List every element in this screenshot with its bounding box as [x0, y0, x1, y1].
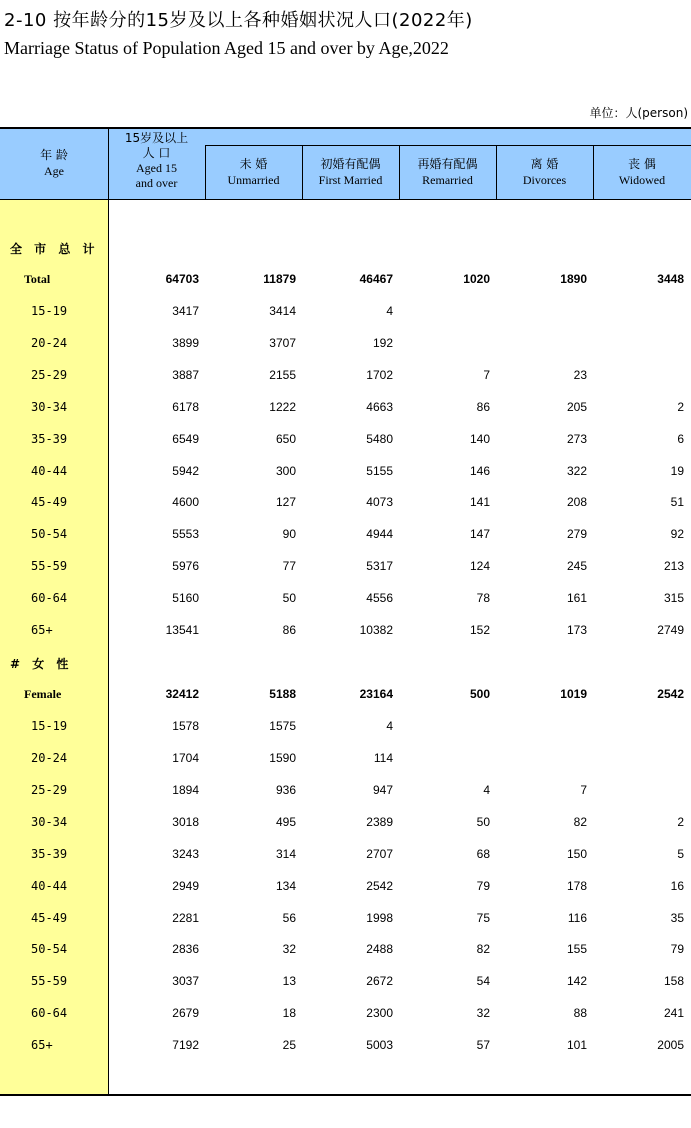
row-value-cell: 140	[469, 431, 490, 446]
row-value-cell: 152	[469, 623, 490, 638]
row-value-cell: 5003	[366, 1038, 393, 1053]
row-value-cell: 68	[476, 846, 490, 861]
header-total-en-1: Aged 15	[136, 161, 177, 175]
row-value-cell: 2672	[366, 974, 393, 989]
table-row	[0, 527, 691, 547]
row-value-cell: 86	[282, 623, 296, 638]
row-age-label: 65+	[31, 1038, 53, 1053]
row-age-label: 45-49	[31, 495, 68, 510]
row-value-cell: 2	[677, 814, 684, 829]
row-value-cell: 936	[275, 782, 296, 797]
row-value-cell: 4556	[366, 591, 393, 606]
row-value-cell: 4	[386, 718, 393, 733]
row-age-label: 50-54	[31, 942, 68, 957]
row-age-label: 45-49	[31, 910, 68, 925]
row-value-cell: 10382	[359, 623, 393, 638]
row-age-label: 20-24	[31, 335, 68, 350]
row-value-cell: 2005	[657, 1038, 684, 1053]
header-first-married	[302, 156, 399, 188]
table-row	[0, 1006, 691, 1026]
row-age-label: 30-34	[31, 399, 68, 414]
row-value-cell: 1578	[172, 718, 199, 733]
row-age-label: 35-39	[31, 431, 68, 446]
row-age-label: 40-44	[31, 463, 68, 478]
row-value-cell: 2679	[172, 1006, 199, 1021]
row-value-cell: 82	[476, 942, 490, 957]
row-age-label: Female	[24, 687, 62, 702]
row-value-cell: 2281	[172, 910, 199, 925]
row-value-cell: 5160	[172, 591, 199, 606]
row-age-label: 40-44	[31, 878, 68, 893]
row-value-cell: 4600	[172, 495, 199, 510]
row-age-label: 15-19	[31, 303, 68, 318]
row-value-cell: 1575	[269, 718, 296, 733]
row-value-cell: 1019	[560, 687, 587, 702]
row-value-cell: 1020	[463, 271, 490, 286]
row-value-cell: 155	[566, 942, 587, 957]
row-value-cell: 141	[469, 495, 490, 510]
row-value-cell: 300	[275, 463, 296, 478]
row-value-cell: 51	[670, 495, 684, 510]
row-value-cell: 314	[275, 846, 296, 861]
header-remarried-cn: 再婚有配偶	[417, 157, 478, 171]
row-value-cell: 92	[670, 527, 684, 542]
row-value-cell: 54	[476, 974, 490, 989]
row-value-cell: 2488	[366, 942, 393, 957]
row-value-cell: 241	[663, 1006, 684, 1021]
row-age-label: 35-39	[31, 846, 68, 861]
row-value-cell: 5317	[366, 559, 393, 574]
row-age-label: 15-19	[31, 718, 68, 733]
row-value-cell: 6178	[172, 399, 199, 414]
table-row	[0, 815, 691, 835]
header-total	[108, 131, 205, 191]
table-title-english: Marriage Status of Population Aged 15 and over by Age,2022	[4, 38, 449, 58]
table-row	[0, 591, 691, 611]
row-value-cell: 150	[566, 846, 587, 861]
header-widowed-cn: 丧 偶	[628, 157, 656, 171]
header-divorces-cn: 离 婚	[530, 157, 559, 171]
row-value-cell: 208	[566, 495, 587, 510]
row-value-cell: 2389	[366, 814, 393, 829]
row-age-label: 25-29	[31, 367, 68, 382]
row-value-cell: 79	[476, 878, 490, 893]
table-row	[0, 911, 691, 931]
row-value-cell: 178	[566, 878, 587, 893]
row-value-cell: 64703	[165, 271, 199, 286]
row-value-cell: 7192	[172, 1038, 199, 1053]
row-value-cell: 46467	[359, 271, 393, 286]
table-row	[0, 942, 691, 962]
row-age-label: 55-59	[31, 559, 68, 574]
row-value-cell: 4944	[366, 527, 393, 542]
header-age-en: Age	[44, 164, 64, 178]
row-value-cell: 2749	[657, 623, 684, 638]
table-title-chinese: 2-10 按年龄分的15岁及以上各种婚姻状况人口(2022年)	[4, 10, 473, 31]
table-row	[0, 783, 691, 803]
row-value-cell: 114	[373, 750, 393, 765]
table-row	[0, 623, 691, 643]
row-value-cell: 56	[282, 910, 296, 925]
row-value-cell: 245	[566, 559, 587, 574]
table-row	[0, 687, 691, 707]
row-value-cell: 2707	[366, 846, 393, 861]
row-age-label: 全 市 总 计	[10, 242, 99, 256]
table-row	[0, 719, 691, 739]
row-value-cell: 5188	[269, 687, 296, 702]
row-value-cell: 947	[372, 782, 393, 797]
row-value-cell: 3448	[657, 271, 684, 286]
row-value-cell: 101	[566, 1038, 587, 1053]
row-value-cell: 78	[476, 591, 490, 606]
row-value-cell: 3414	[269, 303, 296, 318]
row-value-cell: 13	[282, 974, 296, 989]
table-row	[0, 1038, 691, 1058]
row-value-cell: 6	[677, 431, 684, 446]
row-value-cell: 322	[566, 463, 587, 478]
row-value-cell: 2155	[269, 367, 296, 382]
row-age-label: 55-59	[31, 974, 68, 989]
row-age-label: 65+	[31, 623, 53, 638]
row-value-cell: 205	[566, 399, 587, 414]
header-unmarried-cn: 未 婚	[239, 157, 268, 171]
row-value-cell: 1222	[269, 399, 296, 414]
row-value-cell: 86	[476, 399, 490, 414]
header-first-married-cn: 初婚有配偶	[320, 157, 381, 171]
header-subrule	[205, 145, 691, 146]
row-value-cell: 82	[573, 814, 587, 829]
row-value-cell: 650	[275, 431, 296, 446]
table-row	[0, 304, 691, 324]
row-value-cell: 6549	[172, 431, 199, 446]
table-row	[0, 559, 691, 579]
table-row	[0, 272, 691, 292]
row-age-label: # 女 性	[10, 657, 73, 672]
row-value-cell: 146	[469, 463, 490, 478]
row-value-cell: 5553	[172, 527, 199, 542]
row-value-cell: 32	[282, 942, 296, 957]
row-value-cell: 1590	[269, 750, 296, 765]
header-total-cn-1: 15岁及以上	[124, 131, 189, 145]
row-value-cell: 3243	[172, 846, 199, 861]
row-value-cell: 3899	[172, 335, 199, 350]
header-widowed	[593, 156, 691, 188]
row-value-cell: 25	[282, 1038, 296, 1053]
row-value-cell: 1894	[172, 782, 199, 797]
header-first-married-en: First Married	[318, 173, 383, 187]
row-value-cell: 279	[566, 527, 587, 542]
row-value-cell: 50	[282, 591, 296, 606]
row-value-cell: 2300	[366, 1006, 393, 1021]
row-value-cell: 4663	[366, 399, 393, 414]
table-row	[0, 336, 691, 356]
row-age-label: 50-54	[31, 527, 68, 542]
row-value-cell: 1702	[366, 367, 393, 382]
row-value-cell: 7	[483, 367, 490, 382]
row-value-cell: 88	[573, 1006, 587, 1021]
row-value-cell: 495	[275, 814, 296, 829]
row-value-cell: 3707	[269, 335, 296, 350]
header-total-en-2: and over	[135, 176, 178, 190]
table-row	[0, 655, 691, 675]
table-row	[0, 974, 691, 994]
table-row	[0, 432, 691, 452]
row-age-label: 20-24	[31, 750, 68, 765]
row-value-cell: 4073	[366, 495, 393, 510]
row-value-cell: 127	[275, 495, 296, 510]
row-value-cell: 124	[469, 559, 490, 574]
row-value-cell: 75	[476, 910, 490, 925]
table-bottom-rule	[0, 1094, 691, 1096]
row-value-cell: 500	[469, 687, 490, 702]
row-value-cell: 161	[566, 591, 587, 606]
row-value-cell: 79	[670, 942, 684, 957]
row-value-cell: 173	[566, 623, 587, 638]
header-remarried-en: Remarried	[422, 173, 473, 187]
row-age-label: 60-64	[31, 591, 68, 606]
header-total-cn-2: 人 口	[142, 146, 171, 160]
row-value-cell: 7	[580, 782, 587, 797]
row-value-cell: 32	[476, 1006, 490, 1021]
row-age-label: 25-29	[31, 782, 68, 797]
table-row	[0, 495, 691, 515]
row-value-cell: 3417	[172, 303, 199, 318]
row-value-cell: 3887	[172, 367, 199, 382]
table-row	[0, 879, 691, 899]
row-value-cell: 90	[282, 527, 296, 542]
table-row	[0, 847, 691, 867]
row-value-cell: 5480	[366, 431, 393, 446]
row-value-cell: 2	[677, 399, 684, 414]
row-value-cell: 192	[372, 335, 393, 350]
header-divorces-en: Divorces	[522, 173, 567, 187]
header-widowed-en: Widowed	[618, 173, 666, 187]
row-value-cell: 2542	[366, 878, 393, 893]
row-value-cell: 23	[573, 367, 587, 382]
table-row	[0, 751, 691, 771]
row-value-cell: 4	[386, 303, 393, 318]
row-value-cell: 116	[567, 910, 587, 925]
row-value-cell: 5	[677, 846, 684, 861]
row-value-cell: 32412	[165, 687, 199, 702]
row-value-cell: 35	[670, 910, 684, 925]
row-value-cell: 50	[476, 814, 490, 829]
row-value-cell: 213	[663, 559, 684, 574]
table-row	[0, 240, 691, 260]
row-value-cell: 273	[566, 431, 587, 446]
header-age	[0, 147, 108, 179]
row-value-cell: 13541	[165, 623, 199, 638]
row-value-cell: 57	[476, 1038, 490, 1053]
header-unmarried-en: Unmarried	[227, 173, 280, 187]
row-value-cell: 23164	[359, 687, 393, 702]
row-value-cell: 2836	[172, 942, 199, 957]
header-remarried	[399, 156, 496, 188]
row-value-cell: 4	[483, 782, 490, 797]
row-value-cell: 3037	[172, 974, 199, 989]
row-value-cell: 5155	[366, 463, 393, 478]
table-row	[0, 368, 691, 388]
row-value-cell: 1704	[172, 750, 199, 765]
row-value-cell: 16	[670, 878, 684, 893]
row-value-cell: 5942	[172, 463, 199, 478]
row-value-cell: 2542	[657, 687, 684, 702]
row-value-cell: 158	[663, 974, 684, 989]
header-unmarried	[205, 156, 302, 188]
row-value-cell: 1890	[560, 271, 587, 286]
header-divorces	[496, 156, 593, 188]
row-value-cell: 77	[282, 559, 296, 574]
row-value-cell: 134	[275, 878, 296, 893]
row-value-cell: 2949	[172, 878, 199, 893]
row-value-cell: 142	[566, 974, 587, 989]
row-value-cell: 1998	[366, 910, 393, 925]
row-age-label: Total	[24, 271, 51, 286]
table-row	[0, 464, 691, 484]
unit-label: 单位：人(person)	[589, 106, 688, 120]
row-value-cell: 315	[663, 591, 684, 606]
row-value-cell: 11879	[263, 271, 296, 286]
row-value-cell: 18	[282, 1006, 296, 1021]
row-value-cell: 5976	[172, 559, 199, 574]
row-value-cell: 19	[670, 463, 684, 478]
table-row	[0, 400, 691, 420]
row-age-label: 60-64	[31, 1006, 68, 1021]
row-age-label: 30-34	[31, 814, 68, 829]
header-age-cn: 年 龄	[40, 148, 68, 162]
row-value-cell: 3018	[172, 814, 199, 829]
row-value-cell: 147	[469, 527, 490, 542]
